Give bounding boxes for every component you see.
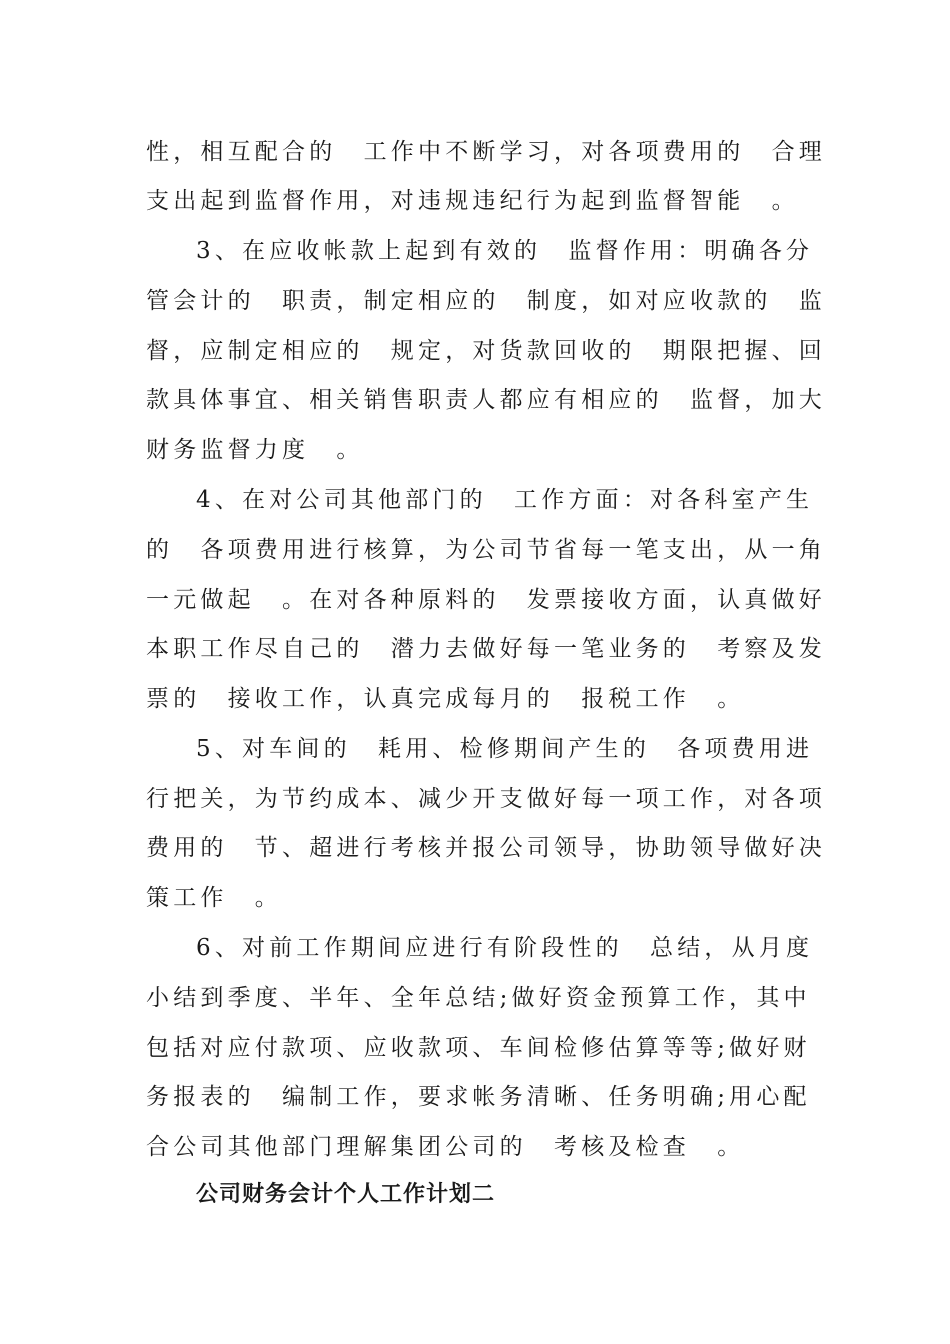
paragraph-3-line-1: 4、在对公司其他部门的 工作方面：对各科室产生 — [196, 487, 814, 513]
paragraph-2-line-4: 款具体事宜、相关销售职责人都应有相应的 监督，加大 — [146, 387, 826, 413]
paragraph-5-line-4: 务报表的 编制工作，要求帐务清晰、任务明确;用心配 — [146, 1084, 811, 1110]
paragraph-4-line-1: 5、对车间的 耗用、检修期间产生的 各项费用进 — [196, 736, 814, 762]
paragraph-2-line-3: 督，应制定相应的 规定，对货款回收的 期限把握、回 — [146, 338, 826, 364]
paragraph-5-line-3: 包括对应付款项、应收款项、车间检修估算等等;做好财 — [146, 1035, 811, 1061]
paragraph-3-line-5: 票的 接收工作，认真完成每月的 报税工作 。 — [146, 686, 745, 712]
paragraph-5-line-2: 小结到季度、半年、全年总结;做好资金预算工作，其中 — [146, 985, 811, 1011]
paragraph-1-line-1: 性，相互配合的 工作中不断学习，对各项费用的 合理 — [146, 139, 826, 165]
paragraph-4-line-2: 行把关，为节约成本、减少开支做好每一项工作，对各项 — [146, 786, 826, 812]
paragraph-3-line-3: 一元做起 。在对各种原料的 发票接收方面，认真做好 — [146, 587, 826, 613]
paragraph-5-line-1: 6、对前工作期间应进行有阶段性的 总结，从月度 — [196, 935, 814, 961]
section-heading: 公司财务会计个人工作计划二 — [196, 1182, 496, 1207]
paragraph-5-line-5: 合公司其他部门理解集团公司的 考核及检查 。 — [146, 1134, 745, 1160]
paragraph-2-line-1: 3、在应收帐款上起到有效的 监督作用：明确各分 — [196, 238, 814, 264]
paragraph-3-line-2: 的 各项费用进行核算，为公司节省每一笔支出，从一角 — [146, 537, 826, 563]
paragraph-4-line-4: 策工作 。 — [146, 885, 282, 911]
paragraph-2-line-5: 财务监督力度 。 — [146, 437, 364, 463]
paragraph-3-line-4: 本职工作尽自己的 潜力去做好每一笔业务的 考察及发 — [146, 636, 826, 662]
paragraph-4-line-3: 费用的 节、超进行考核并报公司领导，协助领导做好决 — [146, 835, 826, 861]
paragraph-2-line-2: 管会计的 职责，制定相应的 制度，如对应收款的 监 — [146, 288, 826, 314]
paragraph-1-line-2: 支出起到监督作用，对违规违纪行为起到监督智能 。 — [146, 188, 799, 214]
